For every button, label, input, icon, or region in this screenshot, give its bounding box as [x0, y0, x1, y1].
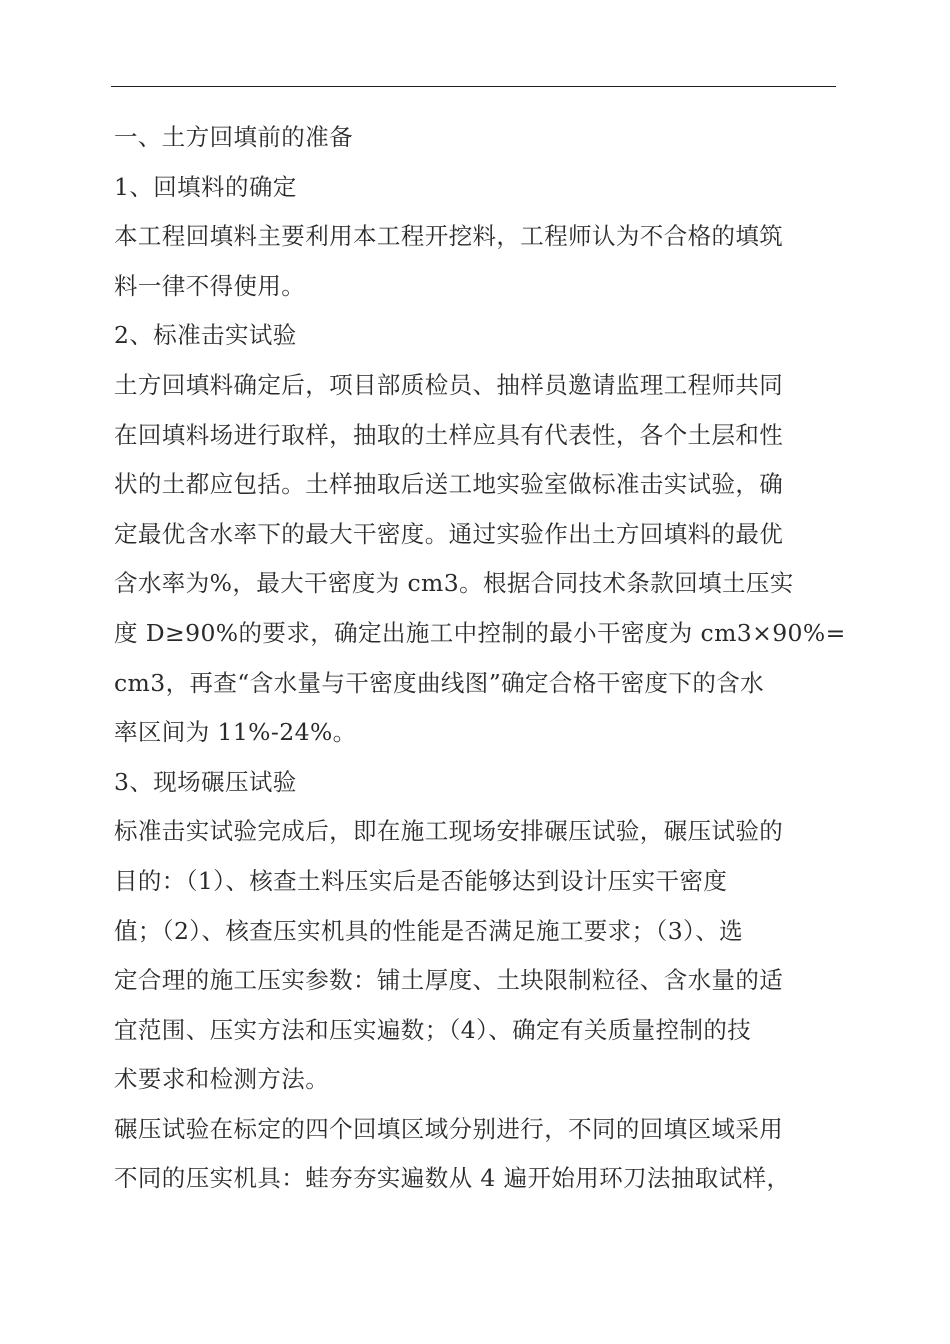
text-line: 术要求和检测方法。	[114, 1065, 330, 1094]
section-1-paragraph	[114, 212, 832, 311]
text-line: 在回填料场进行取样，抽取的土样应具有代表性，各个土层和性	[114, 420, 784, 449]
text-line: 定最优含水率下的最大干密度。通过实验作出土方回填料的最优	[114, 519, 784, 548]
section-1-title: 1、回填料的确定	[114, 172, 297, 201]
text-line: 值；（2）、核查压实机具的性能是否满足施工要求；（3）、选	[114, 916, 744, 945]
section-3-paragraph-1	[114, 807, 832, 1105]
text-line: 土方回填料确定后，项目部质检员、抽样员邀请监理工程师共同	[114, 370, 784, 399]
section-2-paragraph	[114, 361, 846, 758]
text-line: 碾压试验在标定的四个回填区域分别进行，不同的回填区域采用	[114, 1114, 784, 1143]
section-3-title: 3、现场碾压试验	[114, 767, 297, 796]
text-line: 状的土都应包括。土样抽取后送工地实验室做标准击实试验，确	[114, 470, 784, 499]
text-line: 本工程回填料主要利用本工程开挖料，工程师认为不合格的填筑	[114, 222, 784, 251]
text-line: 不同的压实机具：蛙夯夯实遍数从 4 遍开始用环刀法抽取试样，	[114, 1164, 791, 1193]
text-line: 度 D≥90%的要求，确定出施工中控制的最小干密度为 cm3×90%=	[114, 618, 846, 647]
text-line: 定合理的施工压实参数：铺土厚度、土块限制粒径、含水量的适	[114, 966, 784, 995]
section-2-title: 2、标准击实试验	[114, 321, 297, 350]
text-line: 目的：（1）、核查土料压实后是否能够达到设计压实干密度	[114, 866, 728, 895]
text-line: 含水率为%，最大干密度为 cm3。根据合同技术条款回填土压实	[114, 569, 794, 598]
text-line: 标准击实试验完成后，即在施工现场安排碾压试验，碾压试验的	[114, 817, 784, 846]
text-line: cm3，再查“含水量与干密度曲线图”确定合格干密度下的含水	[114, 668, 765, 697]
text-line: 料一律不得使用。	[114, 271, 306, 300]
section-3-paragraph-2	[114, 1105, 832, 1204]
document-body	[114, 113, 846, 1204]
header-rule	[111, 86, 836, 87]
text-line: 率区间为 11%-24%。	[114, 718, 357, 747]
text-line: 宜范围、压实方法和压实遍数；（4）、确定有关质量控制的技	[114, 1015, 752, 1044]
heading-1: 一、土方回填前的准备	[114, 123, 353, 151]
